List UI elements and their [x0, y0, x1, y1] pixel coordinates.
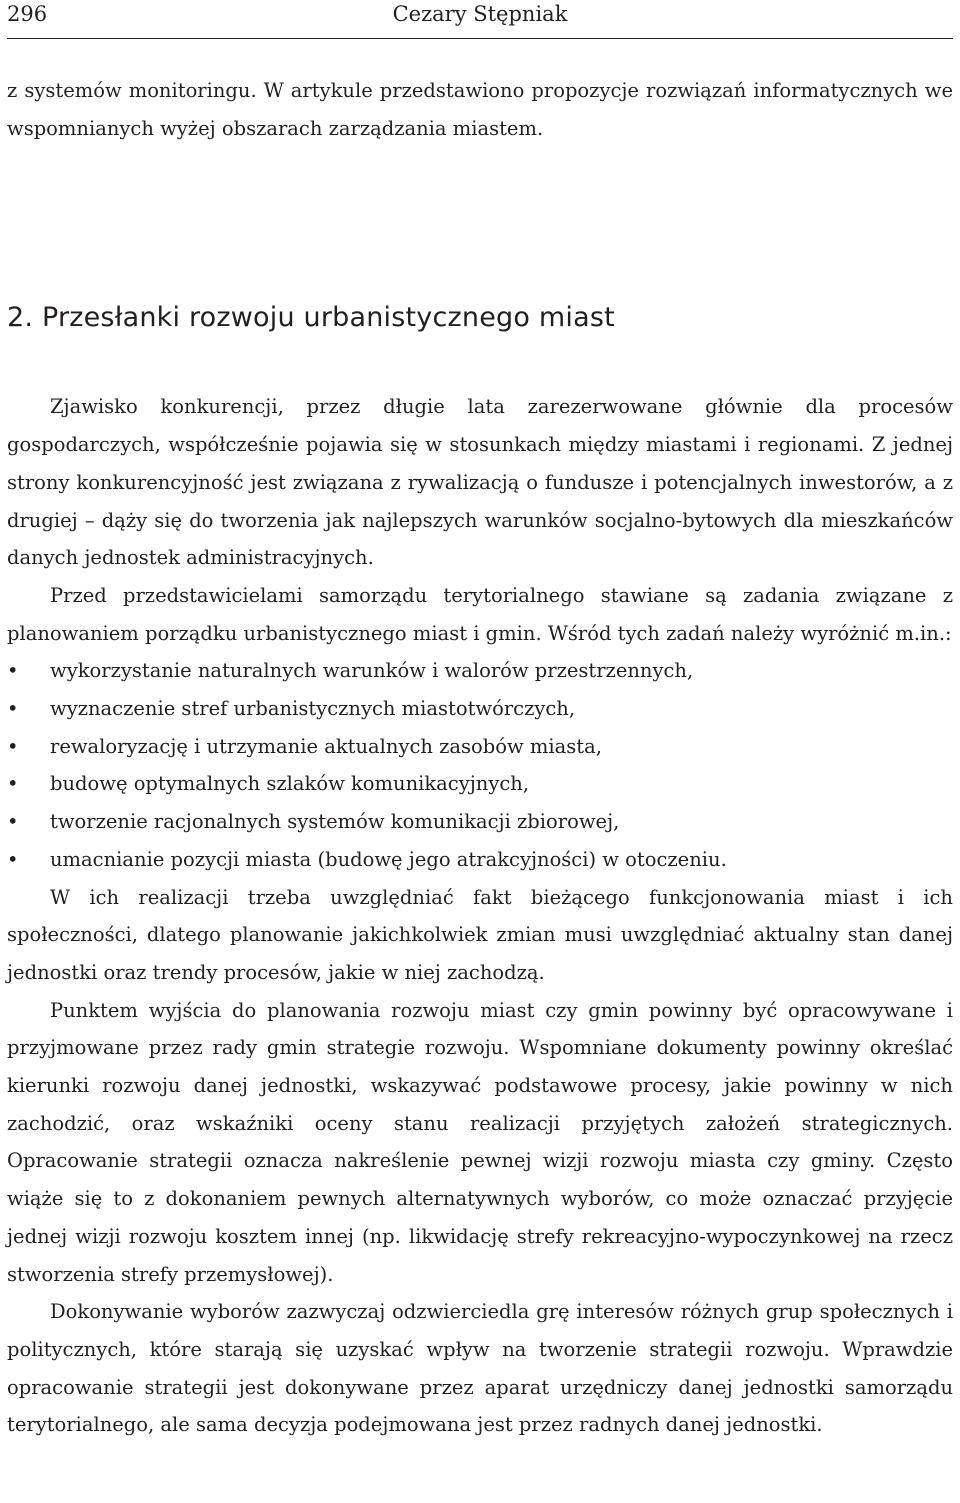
list-item-text: wyznaczenie stref urbanistycznych miastotwórczych, [50, 697, 576, 721]
paragraph-choices: Dokonywanie wyborów zazwyczaj odzwierciedla grę interesów różnych grup społecznych i politycznych, które starają się uzyskać wpływ na tworzenie strategii rozwoju. Wprawdzie opracowanie strategii jest dokonywane przez aparat urzędniczy danej jednostki samorządu terytorialnego, ale sama decyzja podejmowana jest przez radnych danej jednostki. [7, 1300, 953, 1437]
page-number: 296 [7, 2, 48, 26]
list-item [7, 690, 953, 728]
bullet-icon: • [7, 697, 19, 721]
list-item-text: tworzenie racjonalnych systemów komunikacji zbiorowej, [50, 810, 620, 834]
list-item [7, 765, 953, 803]
list-item-text: wykorzystanie naturalnych warunków i walorów przestrzennych, [50, 659, 694, 683]
paragraph-strategy: Punktem wyjścia do planowania rozwoju miast czy gmin powinny być opracowywane i przyjmowane przez rady gmin strategie rozwoju. Wspomniane dokumenty powinny określać kierunki rozwoju danej jednostki, wskazywać podstawowe procesy, jakie powinny w nich zachodzić, oraz wskaźniki oceny stanu realizacji przyjętych założeń strategicznych. Opracowanie strategii oznacza nakreślenie pewnej wizji rozwoju miasta czy gminy. Często wiąże się to z dokonaniem pewnych alternatywnych wyborów, co może oznaczać przyjęcie jednej wizji rozwoju kosztem innej (np. likwidację strefy rekreacyjno-wypoczynkowej na rzecz stworzenia strefy przemysłowej). [7, 998, 953, 1286]
list-item [7, 728, 953, 766]
intro-paragraph: z systemów monitoringu. W artykule przedstawiono propozycje rozwiązań informatycznych we wspomnianych wyżej obszarach zarządzania miastem. [7, 79, 953, 140]
page-body [7, 72, 953, 1444]
paragraph-realization: W ich realizacji trzeba uwzględniać fakt bieżącego funkcjonowania miast i ich społeczności, dlatego planowanie jakichkolwiek zmian musi uwzględniać aktualny stan danej jednostki oraz trendy procesów, jakie w niej zachodzą. [7, 885, 953, 984]
running-header-author: Cezary Stępniak [392, 2, 568, 26]
list-item [7, 803, 953, 841]
list-item [7, 841, 953, 879]
bullet-icon: • [7, 810, 19, 834]
section-heading: 2. Przesłanki rozwoju urbanistycznego miast [7, 302, 615, 334]
bullet-icon: • [7, 659, 19, 683]
paragraph-competition: Zjawisko konkurencji, przez długie lata zarezerwowane głównie dla procesów gospodarczych, współcześnie pojawia się w stosunkach między miastami i regionami. Z jednej strony konkurencyjność jest związana z rywalizacją o fundusze i potencjalnych inwestorów, a z drugiej – dąży się do tworzenia jak najlepszych warunków socjalno-bytowych dla mieszkańców danych jednostek administracyjnych. [7, 395, 953, 570]
list-item-text: rewaloryzację i utrzymanie aktualnych zasobów miasta, [50, 734, 602, 758]
bullet-icon: • [7, 772, 19, 796]
paragraph-tasks: Przed przedstawicielami samorządu terytorialnego stawiane są zadania związane z planowaniem porządku urbanistycznego miast i gmin. Wśród tych zadań należy wyróżnić m.in.: [7, 583, 953, 645]
list-item-text: umacnianie pozycji miasta (budowę jego atrakcyjności) w otoczeniu. [50, 847, 727, 871]
list-item [7, 652, 953, 690]
list-item-text: budowę optymalnych szlaków komunikacyjnych, [50, 772, 530, 796]
tasks-bullet-list [7, 652, 953, 878]
bullet-icon: • [7, 847, 19, 871]
bullet-icon: • [7, 734, 19, 758]
running-header [7, 0, 953, 39]
